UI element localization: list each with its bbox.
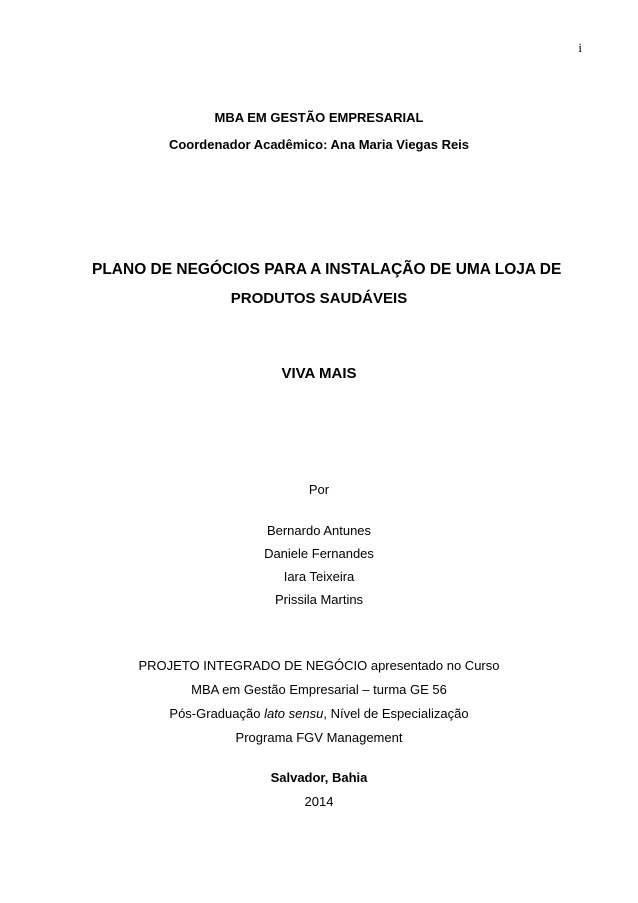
page-number: i — [578, 40, 582, 55]
project-info-prefix: Pós-Graduação — [169, 706, 265, 721]
company-name: VIVA MAIS — [281, 365, 357, 382]
project-info-suffix: , Nível de Especialização — [323, 706, 469, 721]
by-label: Por — [308, 482, 330, 497]
author-name: Bernardo Antunes — [266, 523, 372, 538]
project-info-line-2: MBA em Gestão Empresarial – turma GE 56 — [191, 682, 447, 697]
project-info-line-3 — [0, 706, 638, 721]
document-title-line-2: PRODUTOS SAUDÁVEIS — [230, 290, 408, 307]
author-name: Daniele Fernandes — [264, 546, 374, 561]
document-title-line-1: PLANO DE NEGÓCIOS PARA A INSTALAÇÃO DE UMA LOJA DE — [92, 261, 562, 278]
author-name: Iara Teixeira — [283, 569, 355, 584]
program-title: MBA EM GESTÃO EMPRESARIAL — [214, 110, 424, 125]
author-name: Prissila Martins — [274, 592, 364, 607]
location: Salvador, Bahia — [270, 770, 368, 785]
year: 2014 — [304, 794, 334, 809]
project-info-line-4: Programa FGV Management — [235, 730, 403, 745]
project-info-line-1: PROJETO INTEGRADO DE NEGÓCIO apresentado no Curso — [138, 658, 500, 673]
project-info-italic: lato sensu — [264, 706, 324, 721]
coordinator-line: Coordenador Acadêmico: Ana Maria Viegas Reis — [168, 137, 470, 152]
